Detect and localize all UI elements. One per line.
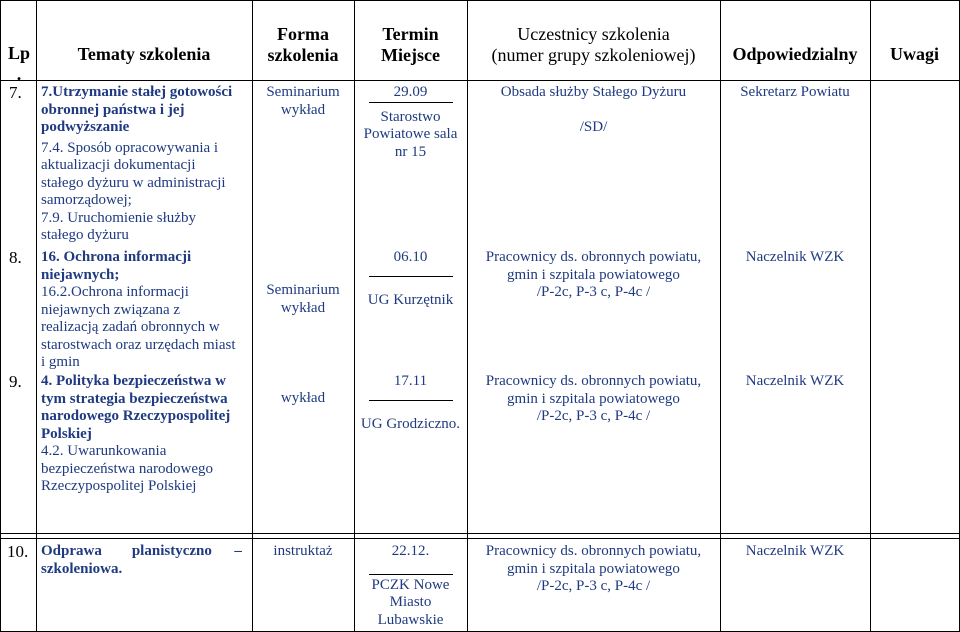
topic-line: i gmin bbox=[41, 354, 80, 370]
topic-line: szkoleniowa. bbox=[41, 560, 123, 577]
topic-items bbox=[41, 140, 251, 245]
participants-line: gmin i szpitala powiatowego bbox=[507, 390, 680, 407]
date-place-cell bbox=[354, 249, 467, 309]
form-line: wykład bbox=[280, 299, 326, 316]
topic-line: 16. Ochrona informacji bbox=[41, 249, 192, 265]
participants-line bbox=[467, 102, 720, 120]
topic-line: 4. Polityka bezpieczeństwa w bbox=[41, 373, 226, 389]
participants-line: gmin i szpitala powiatowego bbox=[507, 266, 680, 283]
topic-line: 7.Utrzymanie stałej gotowości bbox=[41, 84, 233, 100]
topic-title bbox=[41, 373, 251, 443]
place-line: PCZK Nowe bbox=[371, 576, 450, 593]
row-number: 9. bbox=[9, 372, 22, 391]
date-value: 29.09 bbox=[369, 84, 453, 103]
header-lp-dot: . bbox=[16, 64, 22, 84]
topic-line: 16.2.Ochrona informacji bbox=[41, 284, 189, 300]
date-value: 22.12. bbox=[369, 543, 453, 575]
date-place-cell bbox=[354, 84, 467, 161]
form-line: Seminarium bbox=[266, 84, 340, 100]
participants-cell bbox=[467, 84, 720, 137]
grid-line bbox=[0, 533, 960, 534]
topic-line: tym strategia bezpieczeństwa bbox=[41, 390, 228, 407]
form-line: instruktaż bbox=[273, 543, 333, 559]
date-value: 17.11 bbox=[369, 373, 453, 401]
participants-line: Pracownicy ds. obronnych powiatu, bbox=[485, 249, 702, 265]
participants-line: Obsada służby Stałego Dyżuru bbox=[500, 84, 687, 100]
topic-line: Rzeczypospolitej Polskiej bbox=[41, 478, 197, 494]
place-line: UG Grodziczno. bbox=[360, 415, 461, 432]
topic-line: 4.2. Uwarunkowania bbox=[41, 443, 167, 459]
header-form-line2: szkolenia bbox=[267, 45, 339, 65]
topic-line: obronnej państwa i jej bbox=[41, 101, 185, 118]
place-line: nr 15 bbox=[394, 143, 427, 160]
responsible-cell: Naczelnik WZK bbox=[745, 543, 845, 559]
topic-line: Odprawa planistyczno – bbox=[41, 543, 242, 559]
header-place: Miejsce bbox=[381, 45, 440, 65]
topic-line: stałego dyżuru bbox=[41, 227, 129, 243]
topic-line: podwyższanie bbox=[41, 119, 130, 135]
participants-line: gmin i szpitala powiatowego bbox=[507, 560, 680, 577]
header-topics: Tematy szkolenia bbox=[77, 44, 211, 64]
header-lp-text: Lp bbox=[7, 43, 31, 63]
header-lp bbox=[2, 43, 36, 85]
place-line: UG Kurzętnik bbox=[367, 291, 454, 308]
topic-title bbox=[41, 84, 251, 137]
date-place-cell bbox=[354, 373, 467, 433]
header-remarks: Uwagi bbox=[890, 44, 939, 64]
topic-line: niejawnych; bbox=[41, 266, 120, 283]
form-line: wykład bbox=[280, 101, 326, 118]
header-form-line1: Forma bbox=[277, 24, 329, 44]
topic-cell bbox=[41, 373, 251, 496]
header-participants bbox=[467, 24, 720, 66]
place-line: Lubawskie bbox=[377, 611, 444, 628]
place-line: Miasto bbox=[389, 594, 432, 610]
topic-line: stałego dyżuru w administracji bbox=[41, 174, 226, 191]
place-line: Starostwo bbox=[380, 108, 441, 125]
topic-line: 7.4. Sposób opracowywania i bbox=[41, 139, 219, 156]
row-number: 10. bbox=[7, 542, 29, 561]
header-participants-line1: Uczestnicy szkolenia bbox=[517, 24, 670, 44]
topic-line: samorządowej; bbox=[41, 192, 132, 208]
grid-line bbox=[0, 80, 960, 81]
participants-cell bbox=[467, 373, 720, 426]
topic-title bbox=[41, 249, 251, 284]
form-line: wykład bbox=[280, 390, 326, 406]
date-value: 06.10 bbox=[369, 249, 453, 277]
topic-line: 7.9. Uruchomienie służby bbox=[41, 209, 196, 226]
header-date-place bbox=[354, 24, 467, 66]
form-cell bbox=[252, 390, 354, 408]
topic-items bbox=[41, 284, 251, 372]
form-cell bbox=[252, 543, 354, 561]
row-number: 8. bbox=[9, 248, 22, 267]
row-number: 7. bbox=[9, 83, 22, 102]
topic-line: bezpieczeństwa narodowego bbox=[41, 460, 214, 477]
topic-cell bbox=[41, 84, 251, 245]
participants-line: /P-2c, P-3 c, P-4c / bbox=[536, 408, 651, 424]
responsible-cell: Naczelnik WZK bbox=[745, 373, 845, 389]
topic-line: realizacją zadań obronnych w bbox=[41, 319, 220, 335]
header-form bbox=[252, 24, 354, 66]
header-date: Termin bbox=[382, 24, 439, 44]
topic-line: narodowego Rzeczypospolitej bbox=[41, 408, 231, 424]
topic-cell bbox=[41, 249, 251, 372]
header-responsible: Odpowiedzialny bbox=[732, 44, 858, 64]
topic-line: niejawnych związana z bbox=[41, 301, 181, 318]
header-participants-line2: (numer grupy szkoleniowej) bbox=[491, 45, 696, 65]
participants-line: Pracownicy ds. obronnych powiatu, bbox=[485, 373, 702, 389]
form-cell bbox=[252, 282, 354, 317]
participants-line: /SD/ bbox=[579, 119, 608, 135]
grid-line bbox=[0, 538, 960, 539]
participants-cell bbox=[467, 543, 720, 596]
topic-cell bbox=[41, 543, 251, 578]
participants-line: Pracownicy ds. obronnych powiatu, bbox=[485, 543, 702, 559]
participants-line: /P-2c, P-3 c, P-4c / bbox=[536, 578, 651, 594]
responsible-cell: Naczelnik WZK bbox=[745, 249, 845, 265]
grid-line bbox=[0, 0, 960, 1]
place-line: Powiatowe sala bbox=[363, 126, 458, 142]
participants-line: /P-2c, P-3 c, P-4c / bbox=[536, 284, 651, 300]
form-line: Seminarium bbox=[266, 282, 340, 298]
responsible-cell: Sekretarz Powiatu bbox=[740, 84, 850, 100]
topic-line: aktualizacji dokumentacji bbox=[41, 157, 196, 173]
topic-line: starostwach oraz urzędach miast bbox=[41, 336, 236, 353]
topic-items bbox=[41, 443, 251, 496]
participants-cell bbox=[467, 249, 720, 302]
date-place-cell bbox=[354, 543, 467, 629]
form-cell bbox=[252, 84, 354, 119]
topic-line: Polskiej bbox=[41, 425, 92, 442]
